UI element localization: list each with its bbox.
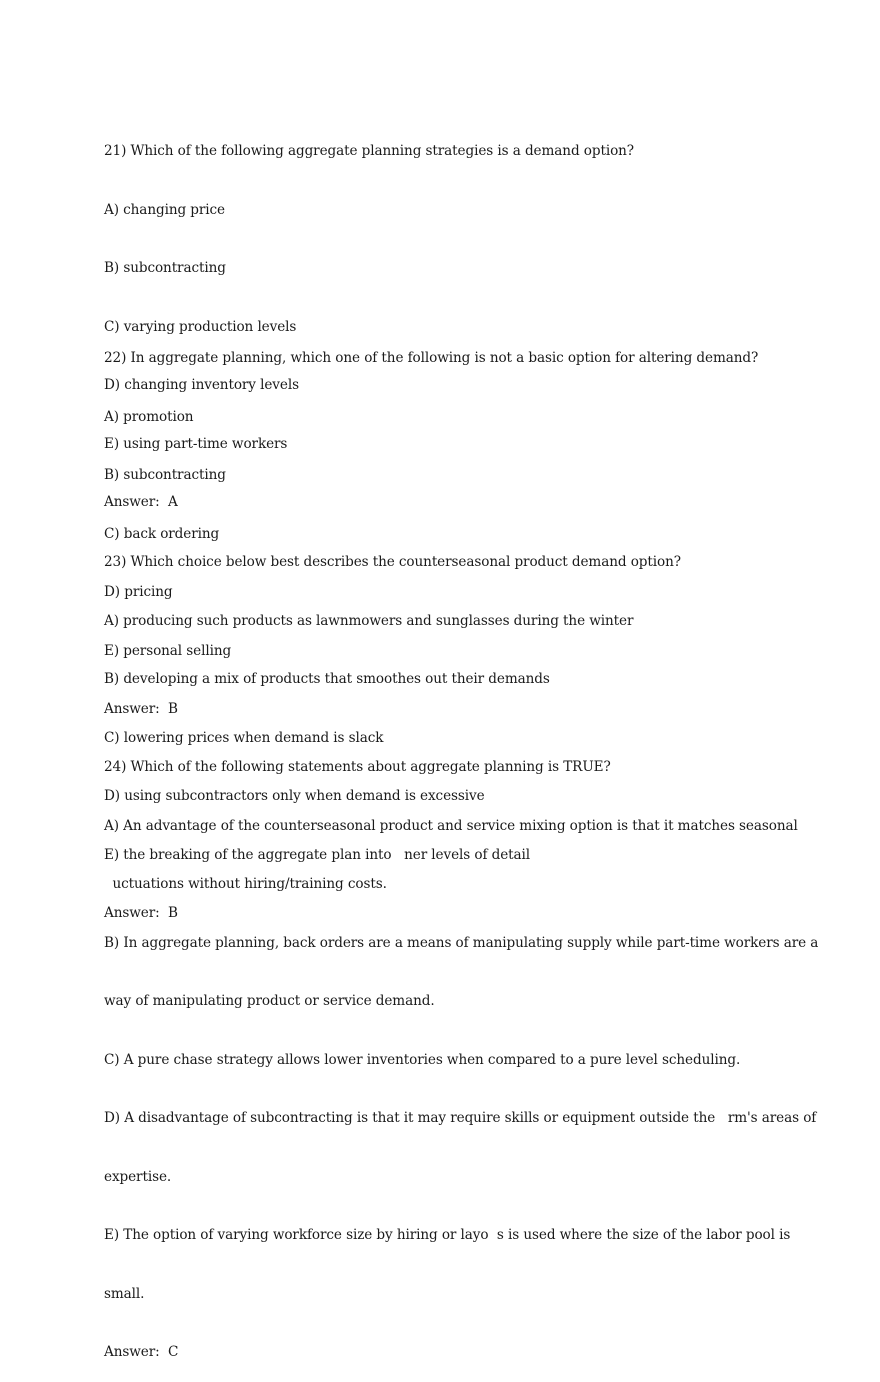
option-e-cont: small. — [104, 1285, 145, 1302]
option-b: B) developing a mix of products that smoothes out their demands — [104, 671, 550, 687]
option-a: A) changing price — [104, 201, 226, 218]
option-e: E) the breaking of the aggregate plan into ner levels of detail — [104, 846, 531, 863]
option-e: E) The option of varying workforce size by hiring or layo s is used where the size of the labor pool is — [104, 1227, 791, 1243]
option-c: C) back ordering — [104, 525, 220, 542]
option-b: B) subcontracting — [104, 467, 226, 483]
answer: Answer: B — [104, 701, 178, 717]
question-text: 23) Which choice below best describes the counterseasonal product demand option? — [104, 554, 681, 570]
option-d: D) changing inventory levels — [104, 377, 299, 393]
option-c: C) lowering prices when demand is slack — [104, 729, 384, 746]
option-a: A) producing such products as lawnmowers and sunglasses during the winter — [104, 612, 634, 629]
answer: Answer: C — [104, 1344, 179, 1360]
option-d: D) A disadvantage of subcontracting is that it may require skills or equipment outside the rm's areas of — [104, 1110, 817, 1126]
question-24 — [104, 719, 819, 1382]
option-b: B) subcontracting — [104, 260, 226, 276]
option-c: C) varying production levels — [104, 318, 297, 335]
option-d-cont: expertise. — [104, 1168, 172, 1185]
option-d: D) using subcontractors only when demand is excessive — [104, 788, 485, 804]
question-text: 22) In aggregate planning, which one of the following is not a basic option for altering demand? — [104, 350, 759, 366]
question-text: 21) Which of the following aggregate planning strategies is a demand option? — [104, 143, 634, 159]
option-e: E) using part-time workers — [104, 435, 288, 452]
option-c: C) A pure chase strategy allows lower inventories when compared to a pure level scheduling. — [104, 1051, 741, 1068]
option-a: A) promotion — [104, 408, 194, 425]
option-a-cont: uctuations without hiring/training costs. — [104, 876, 387, 892]
answer: Answer: B — [104, 905, 178, 921]
option-a: A) An advantage of the counterseasonal product and service mixing option is that it matches seasonal — [104, 817, 798, 834]
answer: Answer: A — [104, 494, 178, 510]
option-b: B) In aggregate planning, back orders are a means of manipulating supply while part-time workers are a — [104, 934, 819, 951]
option-e: E) personal selling — [104, 642, 232, 659]
option-b-cont: way of manipulating product or service demand. — [104, 993, 435, 1009]
question-text: 24) Which of the following statements about aggregate planning is TRUE? — [104, 759, 611, 775]
option-d: D) pricing — [104, 584, 173, 600]
